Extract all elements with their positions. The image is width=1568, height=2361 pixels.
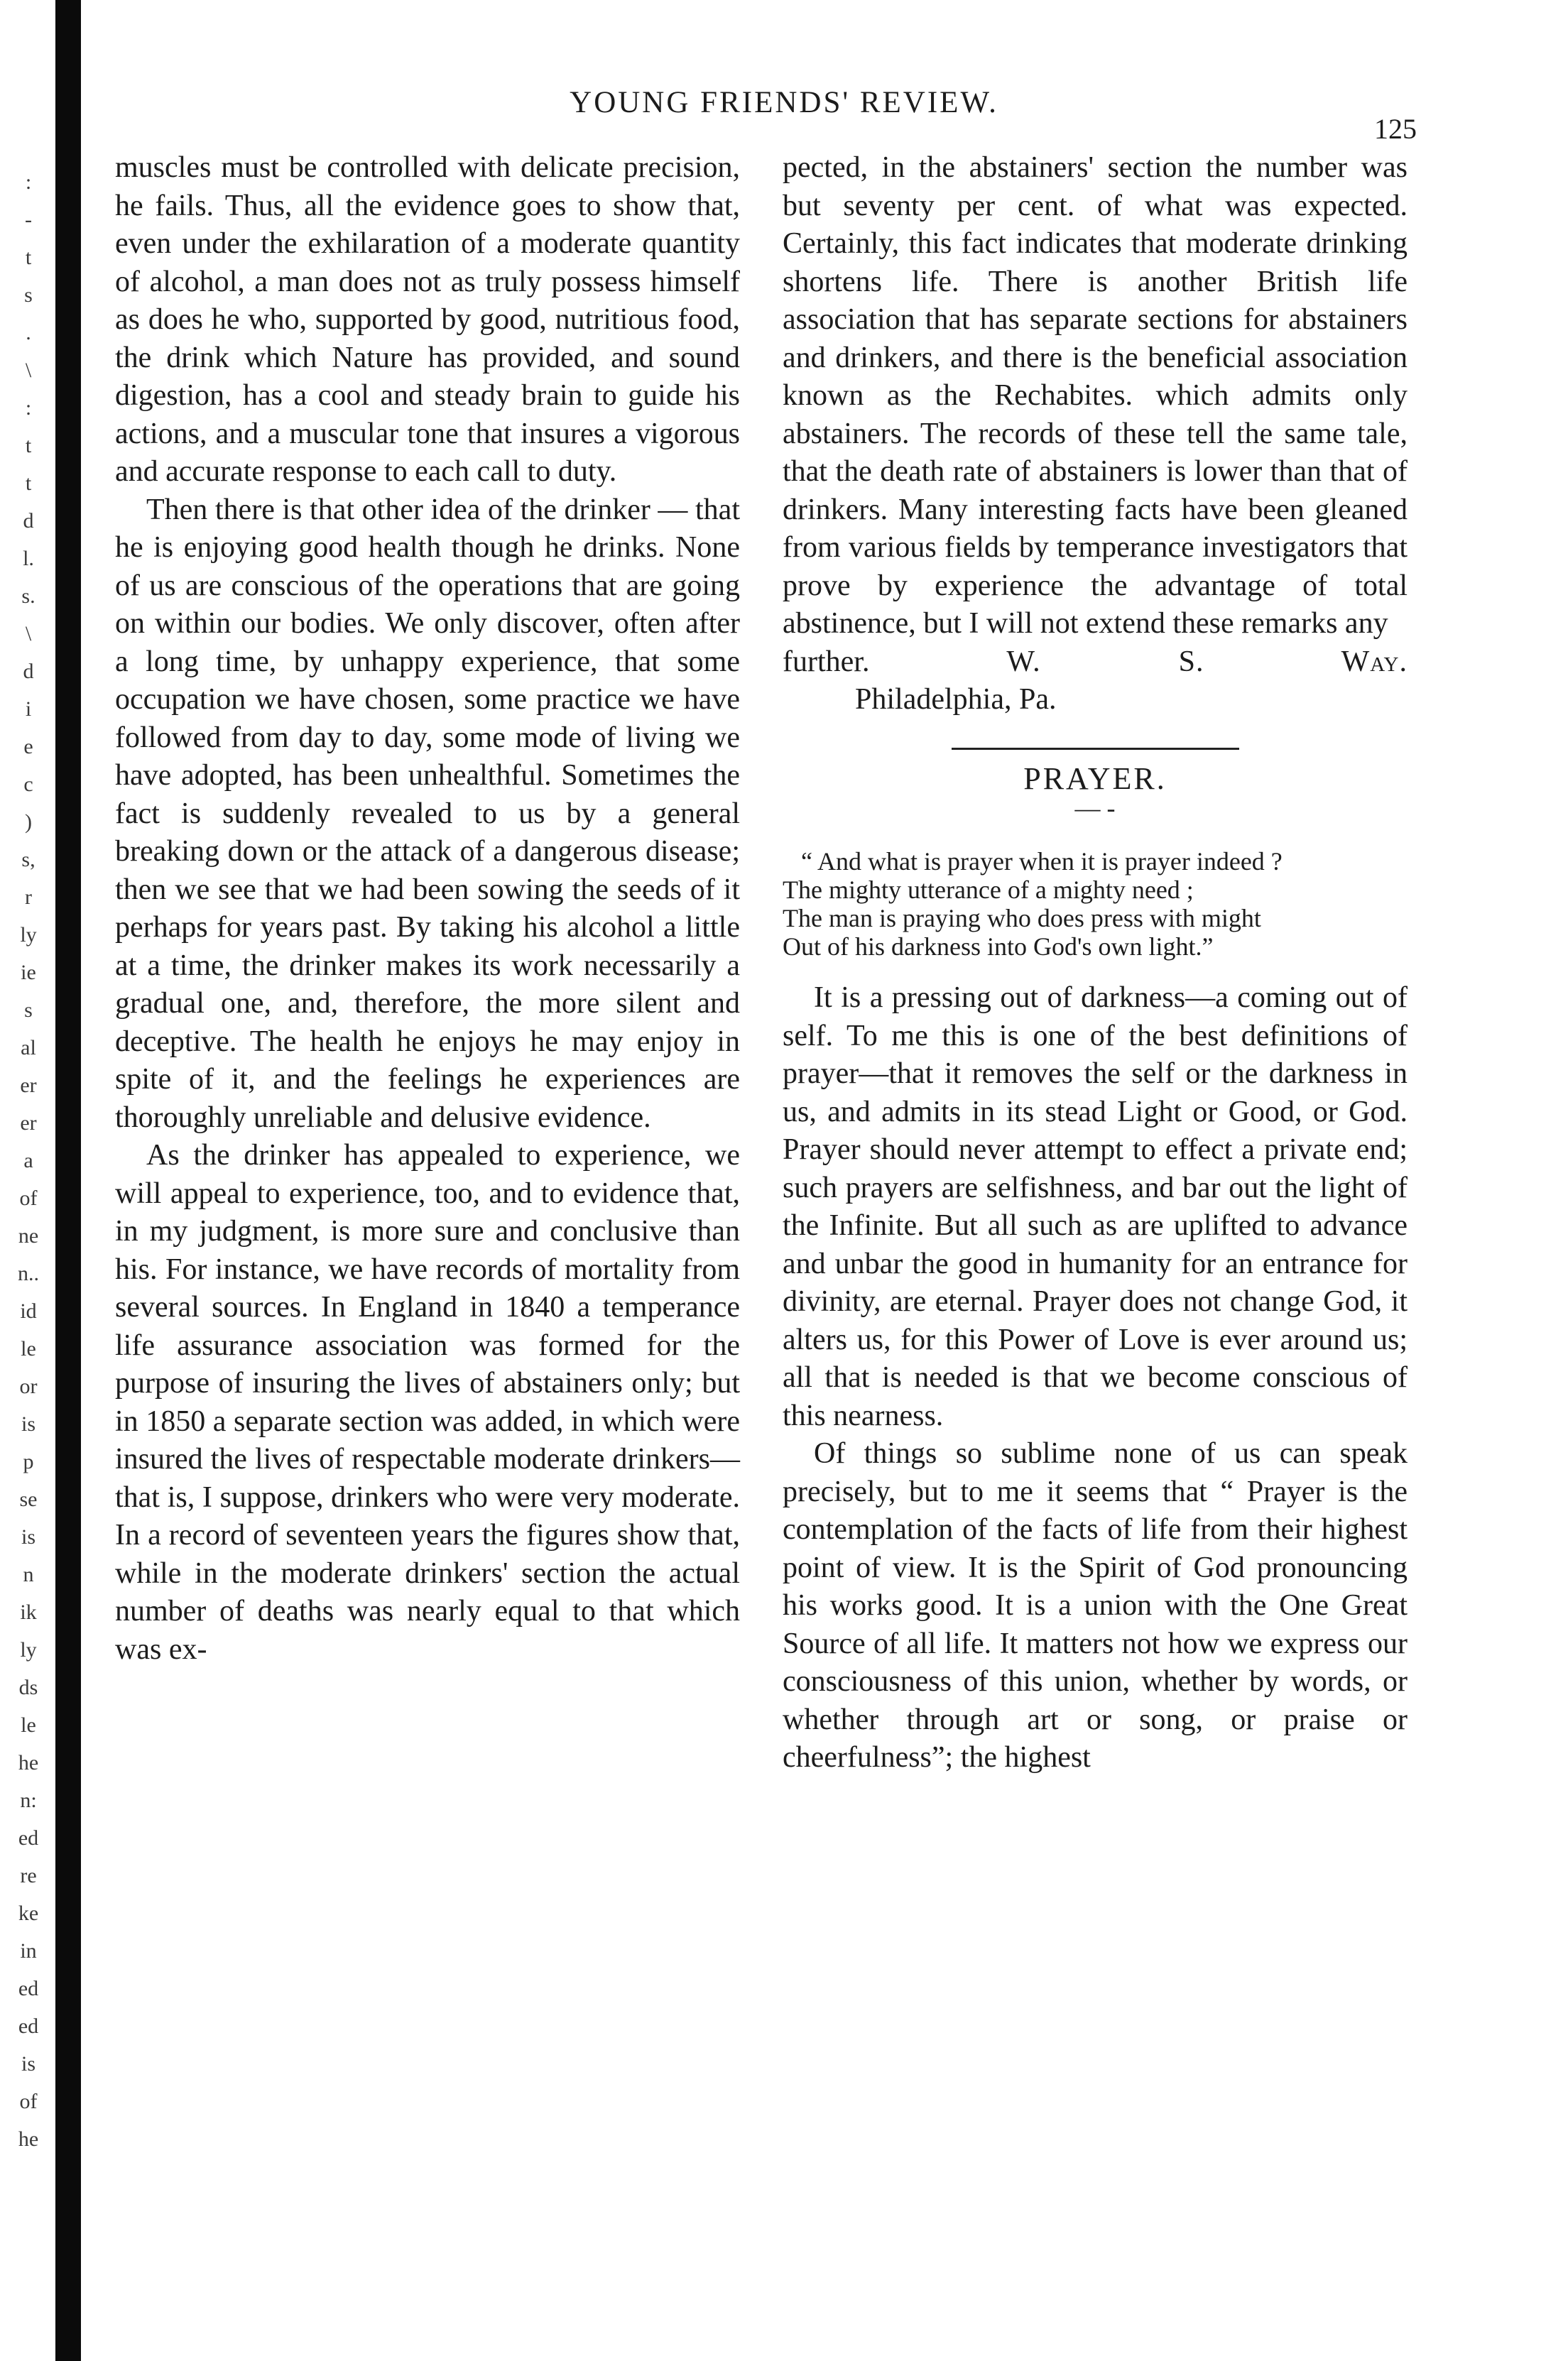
author-signature: W. S. Way. bbox=[1006, 645, 1408, 678]
gutter-fragment: n bbox=[23, 1563, 34, 1586]
gutter-fragment: t bbox=[25, 434, 32, 457]
gutter-fragment: or bbox=[19, 1375, 38, 1398]
gutter-fragment: le bbox=[21, 1713, 36, 1737]
gutter-fragment: s. bbox=[21, 584, 36, 608]
gutter-fragment: of bbox=[19, 2090, 38, 2113]
gutter-fragment: \ bbox=[25, 359, 32, 382]
gutter-fragment: le bbox=[21, 1337, 36, 1361]
gutter-fragment: er bbox=[20, 1111, 37, 1135]
gutter-fragment: re bbox=[20, 1864, 37, 1887]
gutter-fragment: s bbox=[24, 998, 33, 1022]
gutter-fragment: c bbox=[23, 773, 33, 796]
gutter-fragment: t bbox=[25, 246, 32, 269]
adjacent-page-fragments bbox=[0, 163, 57, 2158]
gutter-fragment: : bbox=[25, 396, 32, 420]
gutter-fragment: ed bbox=[18, 1826, 39, 1850]
gutter-fragment: l. bbox=[23, 547, 34, 570]
gutter-fragment: he bbox=[18, 2127, 39, 2151]
paragraph: It is a pressing out of darkness—a coming out of self. To me this is one of the best definitions of prayer—that it removes the self or the darkness in us, and admits in its stead Light or Good, or God. Prayer should never attempt to effect a private end; such prayers are selfishness, and bar out the light of the Infinite. But all such as are uplifted to advance and unbar the good in humanity for an entrance for divinity, are eternal. Prayer does not change God, it alters us, for this Power of Love is ever around us; all that is needed is that we become conscious of this nearness. bbox=[783, 981, 1408, 1432]
gutter-fragment: d bbox=[23, 509, 34, 533]
page-number: 125 bbox=[1374, 113, 1417, 145]
gutter-fragment: s, bbox=[21, 848, 36, 871]
gutter-fragment: ik bbox=[20, 1601, 37, 1624]
left-column bbox=[115, 149, 740, 1669]
signature-line bbox=[783, 643, 1408, 682]
gutter-fragment: a bbox=[23, 1149, 33, 1172]
gutter-fragment: ke bbox=[18, 1902, 39, 1925]
epigraph-line: The mighty utterance of a mighty need ; bbox=[783, 876, 1194, 904]
gutter-fragment: d bbox=[23, 660, 34, 683]
gutter-fragment: \ bbox=[25, 622, 32, 645]
gutter-fragment: ed bbox=[18, 2014, 39, 2038]
place-line: Philadelphia, Pa. bbox=[855, 683, 1057, 716]
paragraph: As the drinker has appealed to experience, we will appeal to experience, too, and to evidence that, in my judgment, is more sure and conclusive than his. For instance, we have records of mortality from several sources. In England in 1840 a temperance life assurance association was formed for the purpose of insuring the lives of abstainers only; but in 1850 a separate section was added, in which were insured the lives of respectable moderate drinkers—that is, I suppose, drinkers who were very moderate. In a record of seventeen years the figures show that, while in the moderate drinkers' section the actual number of deaths was nearly equal to that which was ex- bbox=[115, 1139, 740, 1666]
gutter-fragment: t bbox=[25, 471, 32, 495]
gutter-fragment: ne bbox=[18, 1224, 39, 1248]
gutter-fragment: er bbox=[20, 1074, 37, 1097]
gutter-fragment: in bbox=[20, 1939, 37, 1963]
gutter-fragment: n.. bbox=[18, 1262, 39, 1285]
section-title: PRAYER. bbox=[1023, 760, 1167, 796]
title-ornament: — - bbox=[1074, 794, 1116, 822]
gutter-fragment: id bbox=[20, 1299, 37, 1323]
gutter-fragment: p bbox=[23, 1450, 34, 1473]
gutter-fragment: al bbox=[21, 1036, 36, 1059]
binding-shadow bbox=[55, 0, 81, 2361]
epigraph-line: “ And what is prayer when it is prayer indeed ? bbox=[801, 847, 1283, 876]
gutter-fragment: ) bbox=[25, 810, 32, 834]
gutter-fragment: se bbox=[19, 1488, 38, 1511]
gutter-fragment: ds bbox=[18, 1676, 38, 1699]
gutter-fragment: he bbox=[18, 1751, 39, 1774]
epigraph bbox=[783, 847, 1408, 961]
gutter-fragment: r bbox=[25, 885, 32, 909]
epigraph-line: Out of his darkness into God's own light.” bbox=[783, 932, 1214, 961]
gutter-fragment: ed bbox=[18, 1977, 39, 2000]
section-divider bbox=[952, 748, 1239, 750]
gutter-fragment: ie bbox=[21, 961, 36, 984]
gutter-fragment: i bbox=[25, 697, 32, 721]
gutter-fragment: ly bbox=[20, 1638, 37, 1662]
gutter-fragment: is bbox=[21, 2052, 36, 2076]
gutter-fragment: n: bbox=[20, 1789, 37, 1812]
gutter-fragment: s bbox=[24, 283, 33, 307]
paragraph-end: further. bbox=[783, 645, 870, 678]
gutter-fragment: . bbox=[26, 321, 31, 344]
paragraph: pected, in the abstainers' section the number was but seventy per cent. of what was expected. Certainly, this fact indicates that moderate drinking shortens life. There is another British life association that has separate sections for abstainers and drinkers, and there is the beneficial association known as the Rechabites. which admits only abstainers. The records of these tell the same tale, that the death rate of abstainers is lower than that of drinkers. Many interesting facts have been gleaned from various fields by temperance investigators that prove by experience the advantage of total abstinence, but I will not extend these remarks any bbox=[783, 151, 1408, 640]
gutter-fragment: : bbox=[25, 170, 32, 194]
paragraph: Then there is that other idea of the drinker — that he is enjoying good health though he drinks. None of us are conscious of the operations that are going on within our bodies. We only discover, often after a long time, by unhappy experience, that some occupation we have chosen, some practice we have followed from day to day, some mode of living we have adopted, has been unhealthful. Sometimes the fact is suddenly revealed to us by a general breaking down or the attack of a dangerous disease; then we see that we had been sowing the seeds of it perhaps for years past. By taking his alcohol a little at a time, the drinker makes its work necessarily a gradual one, and, therefore, the more silent and deceptive. The health he enjoys he may enjoy in spite of it, and the feelings he experiences are thoroughly unreliable and delusive evidence. bbox=[115, 493, 740, 1134]
gutter-fragment: is bbox=[21, 1525, 36, 1549]
paragraph: Of things so sublime none of us can speak precisely, but to me it seems that “ Prayer is the contemplation of the facts of life from their highest point of view. It is the Spirit of God pronouncing his works good. It is a union with the One Great Source of all life. It matters not how we express our consciousness of this union, whether by words, or whether through art or song, or praise or cheerfulness”; the highest bbox=[783, 1437, 1408, 1774]
right-column bbox=[783, 149, 1408, 1777]
gutter-fragment: of bbox=[19, 1187, 38, 1210]
gutter-fragment: e bbox=[23, 735, 33, 758]
gutter-fragment: - bbox=[25, 208, 32, 231]
gutter-fragment: ly bbox=[20, 923, 37, 947]
gutter-fragment: is bbox=[21, 1412, 36, 1436]
epigraph-line: The man is praying who does press with might bbox=[783, 904, 1261, 932]
paragraph: muscles must be controlled with delicate precision, he fails. Thus, all the evidence goes to show that, even under the exhilaration of a moderate quantity of alcohol, a man does not as truly possess himself as does he who, supported by good, nutritious food, the drink which Nature has provided, and sound digestion, has a cool and steady brain to guide his actions, and a muscular tone that insures a vigorous and accurate response to each call to duty. bbox=[115, 151, 740, 488]
running-head: YOUNG FRIENDS' REVIEW. bbox=[570, 86, 998, 119]
